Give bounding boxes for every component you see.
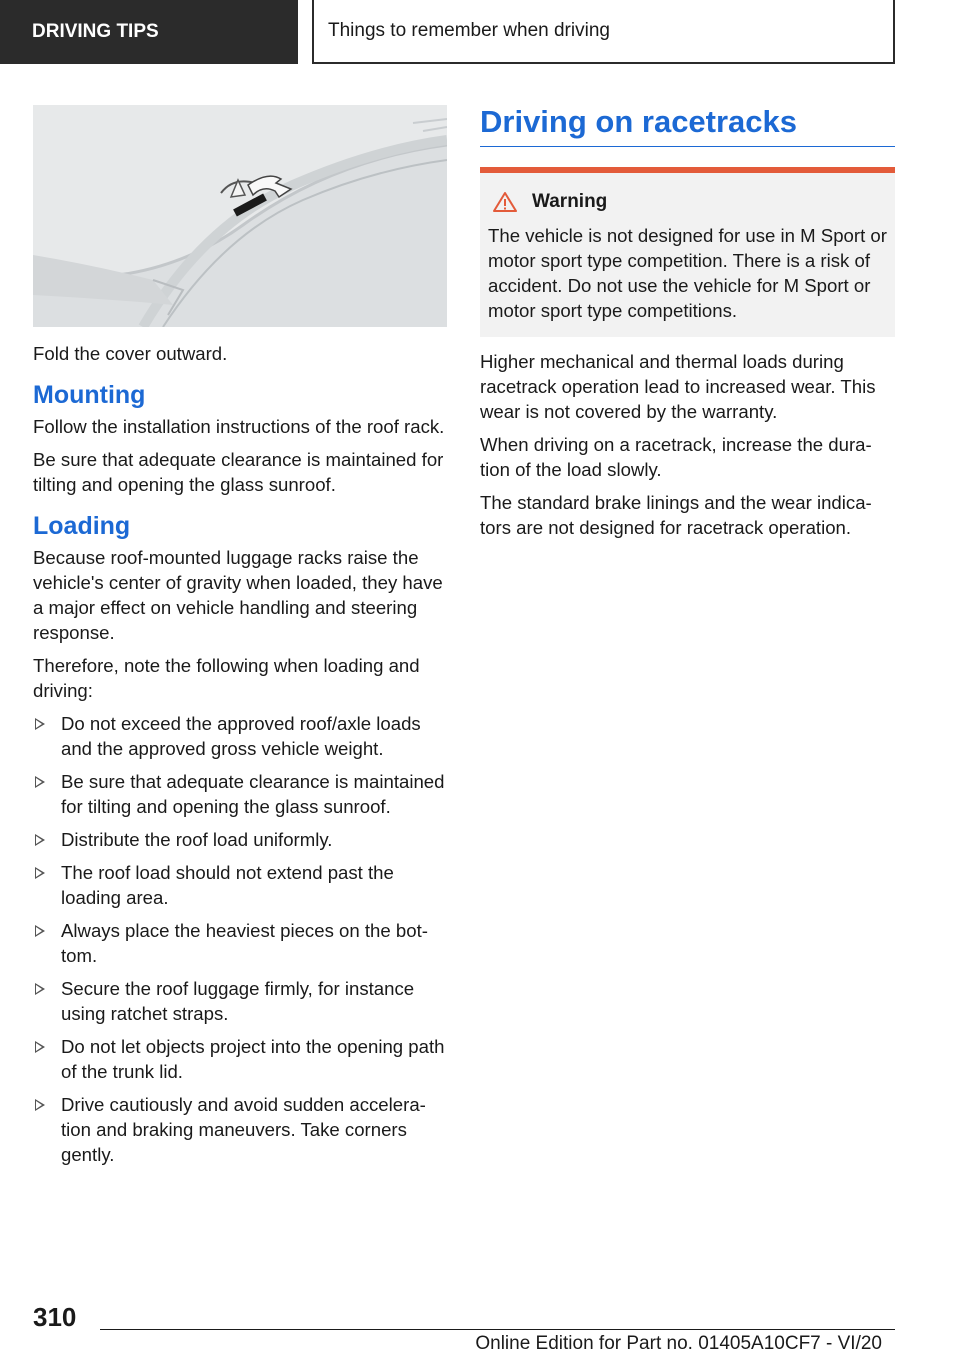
list-item	[33, 918, 447, 968]
list-item	[33, 860, 447, 910]
warning-title: Warning	[532, 191, 608, 212]
list-item	[33, 976, 447, 1026]
list-item-text: Do not let objects project into the opening path of the trunk lid.	[61, 1036, 445, 1082]
bullet-triangle-icon	[35, 867, 45, 879]
heading-loading: Loading	[33, 512, 131, 540]
bullet-triangle-icon	[35, 1099, 45, 1111]
warning-box	[480, 167, 895, 337]
warning-text: The vehicle is not designed for use in M Sport or motor sport type competition. There is a risk of accident. Do not use the vehicle for M Sport or motor sport type competitions.	[488, 225, 887, 321]
bullet-triangle-icon	[35, 718, 45, 730]
list-item-text: Do not exceed the approved roof/axle loads and the approved gross vehicle weight.	[61, 713, 421, 759]
page-number: 310	[33, 1302, 77, 1332]
chapter-title: Things to remember when driving	[328, 20, 610, 41]
bullet-triangle-icon	[35, 983, 45, 995]
racetrack-paragraph-2: When driving on a racetrack, increase the duration of the load slowly.	[480, 434, 872, 480]
list-item	[33, 827, 447, 852]
heading-mounting: Mounting	[33, 381, 146, 409]
warning-header	[488, 191, 887, 213]
edition-info: Online Edition for Part no. 01405A10CF7 - VI/20	[475, 1333, 882, 1354]
right-column	[480, 100, 895, 548]
section-title: DRIVING TIPS	[32, 21, 159, 42]
list-item	[33, 769, 447, 819]
bullet-triangle-icon	[35, 1041, 45, 1053]
list-item-text: Always place the heaviest pieces on the bottom.	[61, 920, 428, 966]
mounting-paragraph-1: Follow the installation instructions of the roof rack.	[33, 416, 445, 437]
section-tab	[0, 0, 298, 64]
list-item-text: Drive cautiously and avoid sudden acceleration and braking maneuvers. Take corners gently.	[61, 1094, 426, 1165]
bullet-triangle-icon	[35, 776, 45, 788]
list-item	[33, 1034, 447, 1084]
footer-divider	[100, 1329, 895, 1330]
bullet-triangle-icon	[35, 834, 45, 846]
mounting-paragraph-2: Be sure that adequate clearance is maintained for tilting and opening the glass sunroof.	[33, 449, 444, 495]
list-item	[33, 1092, 447, 1167]
roof-cover-drawing	[33, 105, 447, 327]
loading-paragraph-1: Because roof-mounted luggage racks raise the vehicle's center of gravity when loaded, they have a major effect on vehicle handling and steering response.	[33, 547, 443, 643]
list-item-text: Distribute the roof load uniformly.	[61, 829, 333, 850]
heading-driving-on-racetracks: Driving on racetracks	[480, 100, 895, 147]
list-item-text: The roof load should not extend past the loading area.	[61, 862, 394, 908]
left-column	[33, 105, 447, 1175]
roof-cover-illustration	[33, 105, 447, 327]
figure-caption: Fold the cover outward.	[33, 343, 228, 364]
warning-triangle-icon	[492, 191, 518, 213]
racetrack-paragraph-1: Higher mechanical and thermal loads during racetrack operation lead to increased wear. This wear is not covered by the warranty.	[480, 351, 876, 422]
loading-list	[33, 711, 447, 1167]
list-item-text: Be sure that adequate clearance is maintained for tilting and opening the glass sunroof.	[61, 771, 445, 817]
list-item-text: Secure the roof luggage firmly, for instance using ratchet straps.	[61, 978, 415, 1024]
racetrack-paragraph-3: The standard brake linings and the wear indicators are not designed for racetrack operation.	[480, 492, 872, 538]
chapter-tab	[312, 0, 895, 64]
list-item	[33, 711, 447, 761]
loading-paragraph-2: Therefore, note the following when loading and driving:	[33, 655, 420, 701]
bullet-triangle-icon	[35, 925, 45, 937]
